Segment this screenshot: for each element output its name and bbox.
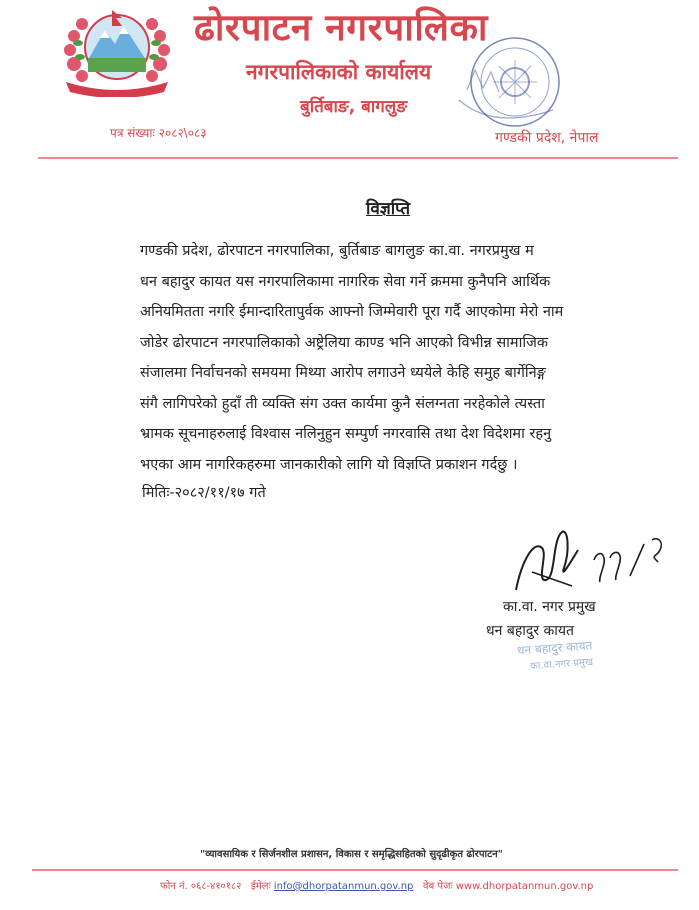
- web-label: वेब पेजः: [422, 881, 453, 892]
- notice-line: धन बहादुर कायत यस नगरपालिकामा नागरिक सेवा गर्ने क्रममा कुनैपनि आर्थिक: [140, 273, 551, 290]
- stamp-title: का.वा.नगर प्रमुख: [529, 656, 594, 673]
- office-location: बुर्तिबाङ, बागलुङ: [300, 97, 408, 117]
- phone-number: फोन नं. ०६८-४१०१८२: [160, 881, 242, 892]
- signatory-title: का.वा. नगर प्रमुख: [503, 599, 596, 615]
- handwritten-signature-icon: [512, 520, 682, 600]
- reference-value: २०८२\०८३: [158, 126, 207, 140]
- footer-slogan: "व्यावसायिक र सिर्जनशील प्रशासन, विकास र समृद्धिसहितको सुदृढीकृत ढोरपाटन": [200, 849, 503, 860]
- reference-number: [110, 124, 206, 141]
- municipality-emblem-icon: [60, 2, 174, 97]
- notice-line: संजालमा निर्वाचनको समयमा मिथ्या आरोप लगाउने ध्ययेले केहि समुह बार्गेनिङ्ग: [140, 365, 546, 381]
- footer-divider: [32, 869, 678, 871]
- notice-line: भ्रामक सूचनाहरुलाई विश्वास नलिनुहुन सम्पुर्ण नगरवासि तथा देश विदेशमा रहनु: [140, 426, 552, 442]
- notice-body: [140, 236, 640, 480]
- notice-line: संगै लागिपरेको हुदाँ ती व्यक्ति संग उक्त कार्यमा कुनै संलग्नता नरहेकोले त्यस्ता: [140, 395, 545, 412]
- website-link[interactable]: www.dhorpatanmun.gov.np: [455, 881, 594, 892]
- notice-title: विज्ञप्ति: [366, 199, 411, 219]
- signatory-name: धन बहादुर कायत: [486, 623, 574, 639]
- municipality-title: ढोरपाटन नगरपालिका: [194, 6, 488, 49]
- notice-line: गण्डकी प्रदेश, ढोरपाटन नगरपालिका, बुर्तिबाङ बागलुङ का.वा. नगरप्रमुख म: [140, 243, 534, 259]
- notice-date: मितिः-२०८२/११/१७ गते: [142, 485, 266, 501]
- notice-line: अनियमितता नगरि ईमान्दारितापुर्वक आफ्नो जिम्मेवारी पूरा गर्दै आएकोमा मेरो नाम: [140, 304, 564, 320]
- footer-contact: [160, 878, 593, 892]
- notice-line: भएका आम नागरिकहरुमा जानकारीको लागि यो विज्ञप्ति प्रकाशन गर्दछु ।: [140, 456, 518, 473]
- reference-label: पत्र संख्याः: [110, 126, 155, 140]
- notice-line: जोडेर ढोरपाटन नगरपालिकाको अष्ट्रेलिया काण्ड भनि आएको विभीन्न सामाजिक: [140, 334, 548, 351]
- header-divider: [38, 157, 678, 159]
- stamp-name: धन बहादुर कायत: [516, 638, 593, 658]
- official-seal-icon: [453, 30, 563, 140]
- province-name: गण्डकी प्रदेश, नेपाल: [495, 130, 599, 146]
- email-label: ईमेलः: [250, 881, 271, 892]
- email-link[interactable]: info@dhorpatanmun.gov.np: [273, 881, 414, 892]
- office-subtitle: नगरपालिकाको कार्यालय: [246, 60, 432, 84]
